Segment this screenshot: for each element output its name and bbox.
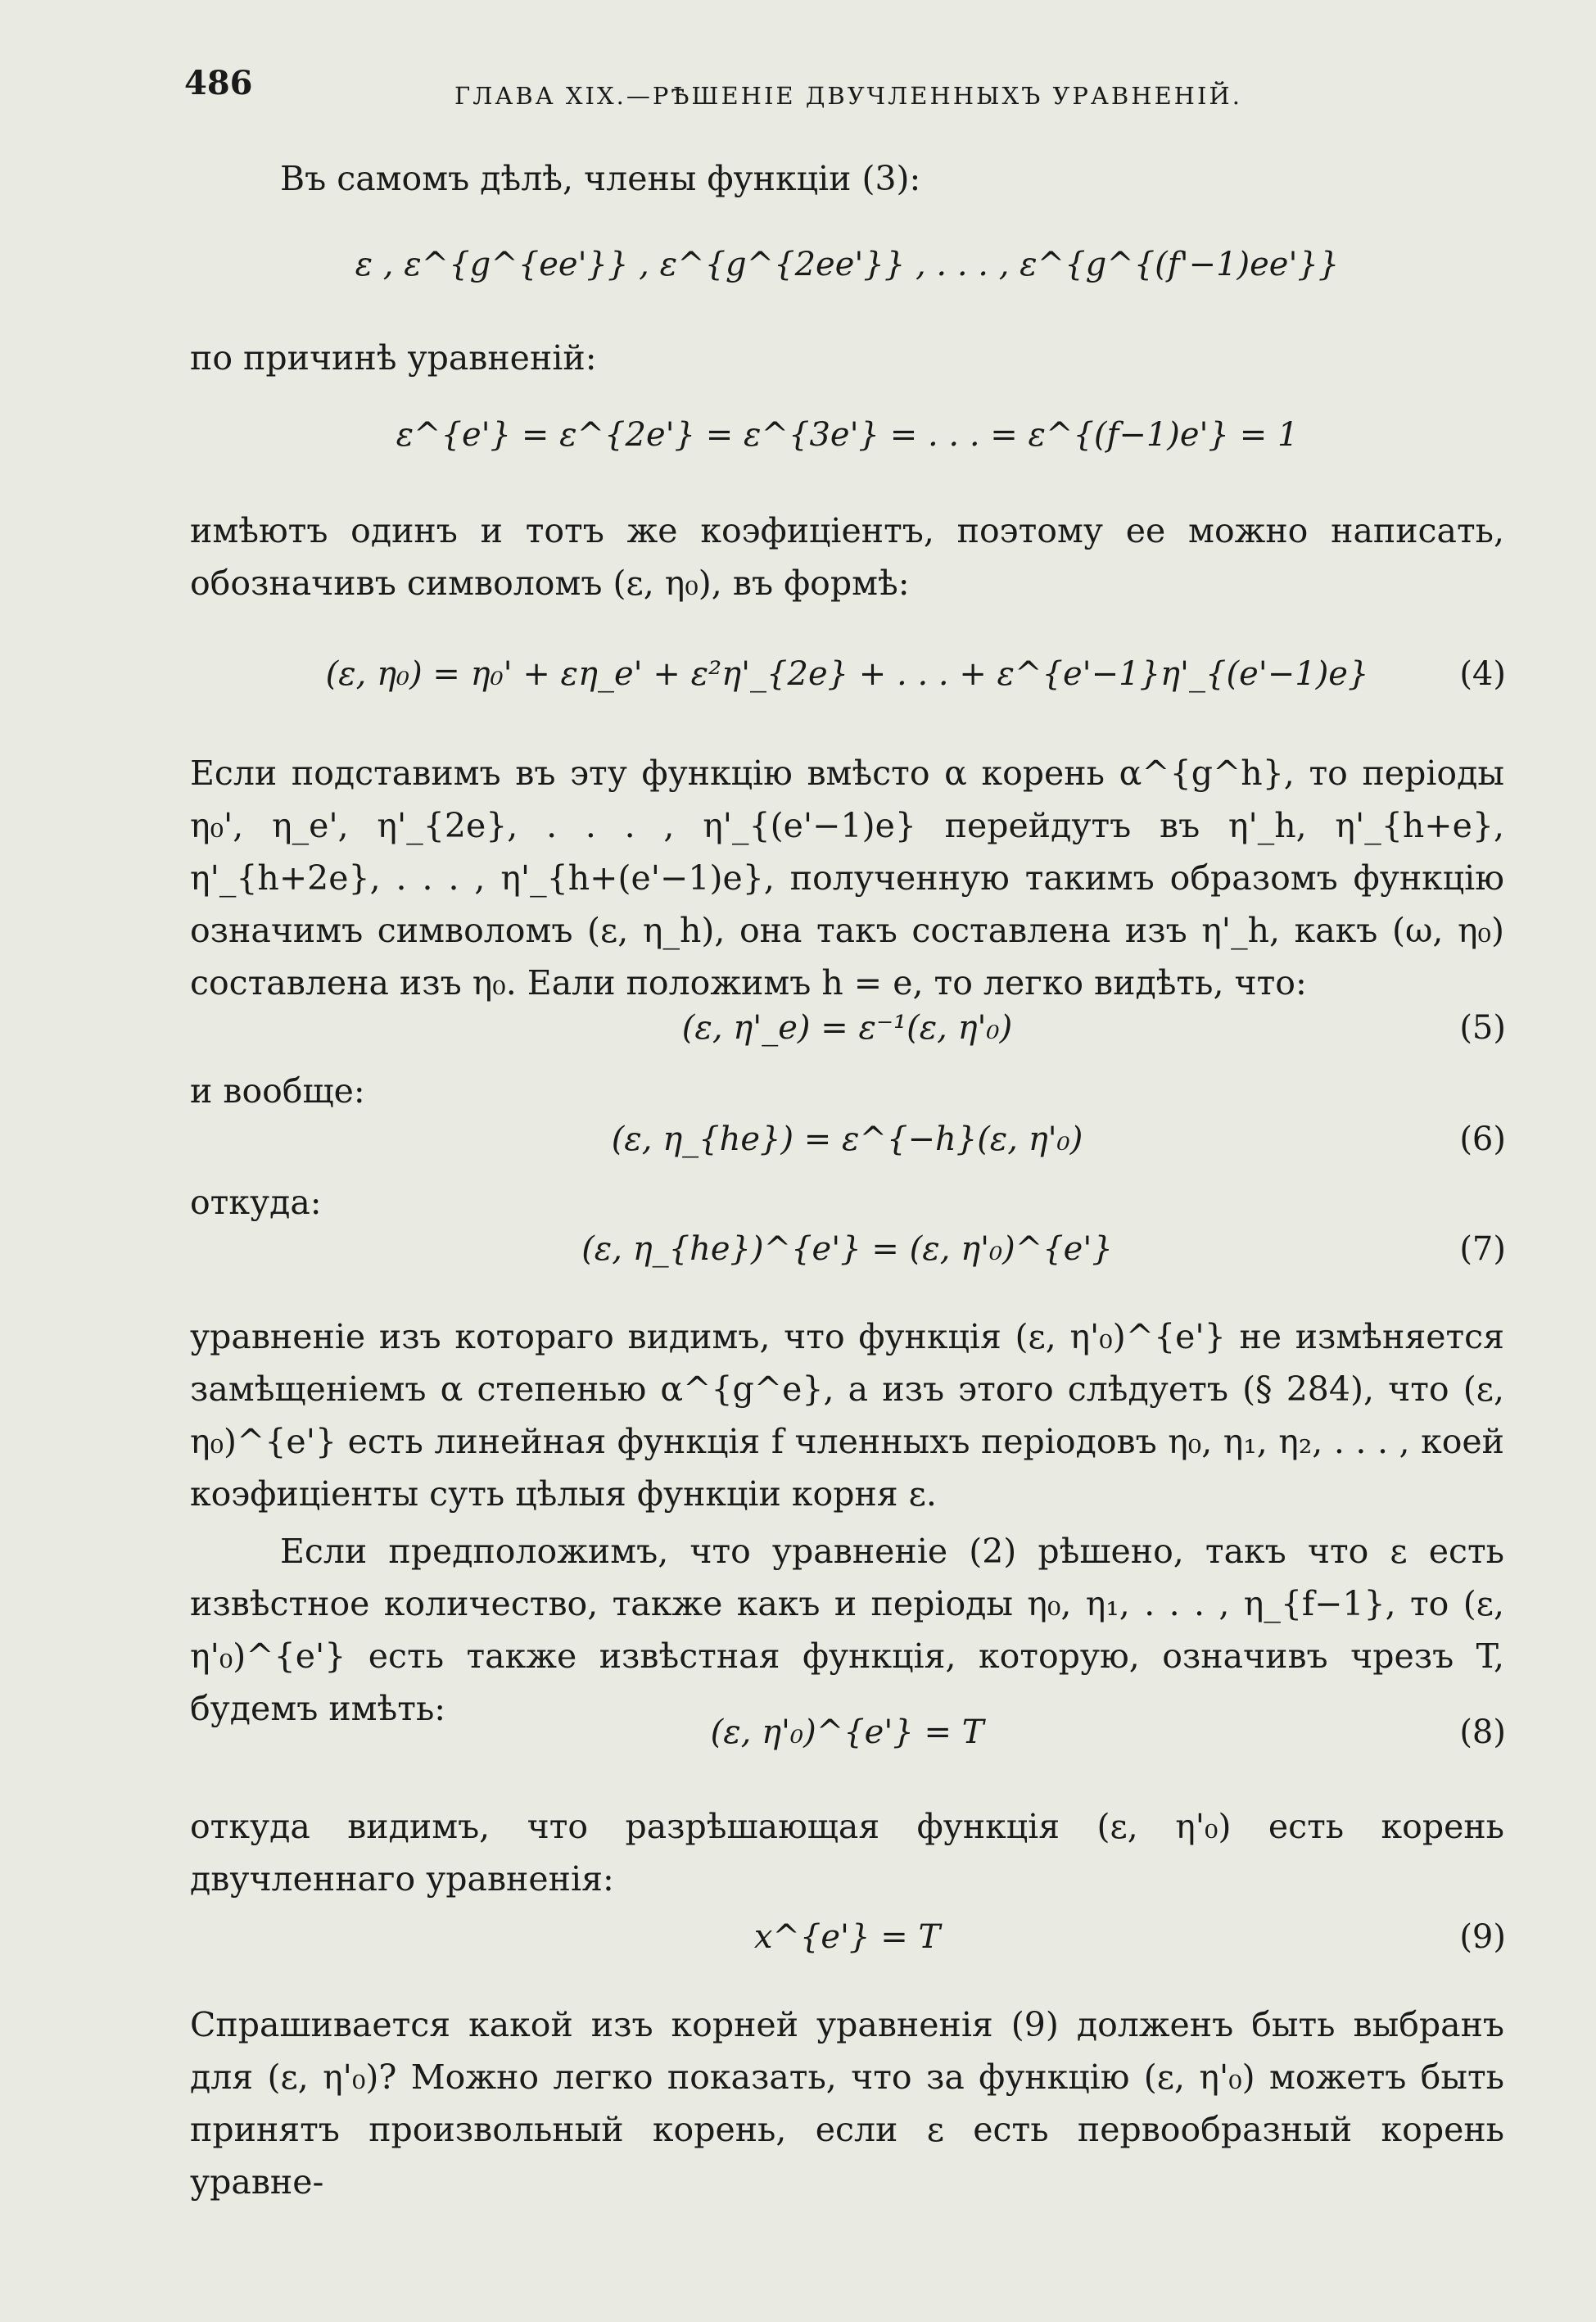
equation-6-number: (6) xyxy=(1459,1120,1506,1158)
equation-9: x^{e'} = T xyxy=(753,1918,941,1956)
equation-7-number: (7) xyxy=(1459,1230,1506,1268)
paragraph-8: Если предположимъ, что уравненіе (2) рѣшено, такъ что ε есть извѣстное количество, также какъ и періоды η₀, η₁, . . . , η_{f−1}, то (ε, η'₀)^{e'} есть также извѣстная функція, которую, означивъ чрезъ T, будемъ имѣть: xyxy=(190,1532,1504,1728)
equation-roots: ε^{e'} = ε^{2e'} = ε^{3e'} = . . . = ε^{(f−1)e'} = 1 xyxy=(396,416,1299,454)
paragraph-9: откуда видимъ, что разрѣшающая функція (ε, η'₀) есть корень двучленнаго уравненія: xyxy=(190,1807,1504,1899)
equation-5-number: (5) xyxy=(1459,1009,1506,1047)
equation-5: (ε, η'_e) = ε⁻¹(ε, η'₀) xyxy=(681,1009,1013,1047)
paragraph-1: Въ самомъ дѣлѣ, члены функціи (3): xyxy=(280,159,921,198)
equation-7: (ε, η_{he})^{e'} = (ε, η'₀)^{e'} xyxy=(581,1230,1113,1268)
equation-series: ε , ε^{g^{ee'}} , ε^{g^{2ee'}} , . . . , ε^{g^{(f'−1)ee'}} xyxy=(355,246,1340,283)
paragraph-7: уравненіе изъ котораго видимъ, что функція (ε, η'₀)^{e'} не измѣняется замѣщеніемъ α степенью α^{g^e}, а изъ этого слѣдуетъ (§ 284), что (ε, η₀)^{e'} есть линейная функція f членныхъ періодовъ η₀, η₁, η₂, . . . , коей коэфиціенты суть цѣлыя функціи корня ε. xyxy=(190,1317,1504,1514)
paragraph-4: Если подставимъ въ эту функцію вмѣсто α корень α^{g^h}, то періоды η₀', η_e', η'_{2e}, . . . , η'_{(e'−1)e} перейдутъ въ η'_h, η'_{h+e}, η'_{h+2e}, . . . , η'_{h+(e'−1)e}, полученную такимъ образомъ функцію означимъ символомъ (ε, η_h), она такъ составлена изъ η'_h, какъ (ω, η₀) составлена изъ η₀. Еали положимъ h = e, то легко видѣть, что: xyxy=(190,754,1504,1003)
equation-8: (ε, η'₀)^{e'} = T xyxy=(710,1713,984,1751)
equation-4-number: (4) xyxy=(1459,655,1506,693)
paragraph-10: Спрашивается какой изъ корней уравненія (9) долженъ быть выбранъ для (ε, η'₀)? Можно легко показать, что за функцію (ε, η'₀) можетъ быть принятъ произвольный корень, если ε есть первообразный корень уравне- xyxy=(190,2005,1504,2202)
equation-4: (ε, η₀) = η₀' + εη_e' + ε²η'_{2e} + . . . + ε^{e'−1}η'_{(e'−1)e} xyxy=(325,655,1369,693)
running-title: ГЛАВА XIX.—РѢШЕНІЕ ДВУЧЛЕННЫХЪ УРАВНЕНІЙ. xyxy=(454,82,1242,110)
paragraph-6: откуда: xyxy=(190,1183,322,1222)
page-number: 486 xyxy=(184,64,253,102)
paragraph-3: имѣютъ одинъ и тотъ же коэфиціентъ, поэтому ее можно написать, обозначивъ символомъ (ε, η₀), въ формѣ: xyxy=(190,511,1504,603)
paragraph-2: по причинѣ уравненій: xyxy=(190,338,597,378)
equation-6: (ε, η_{he}) = ε^{−h}(ε, η'₀) xyxy=(611,1120,1083,1158)
paragraph-5: и вообще: xyxy=(190,1071,365,1111)
equation-8-number: (8) xyxy=(1459,1713,1506,1751)
equation-9-number: (9) xyxy=(1459,1918,1506,1956)
